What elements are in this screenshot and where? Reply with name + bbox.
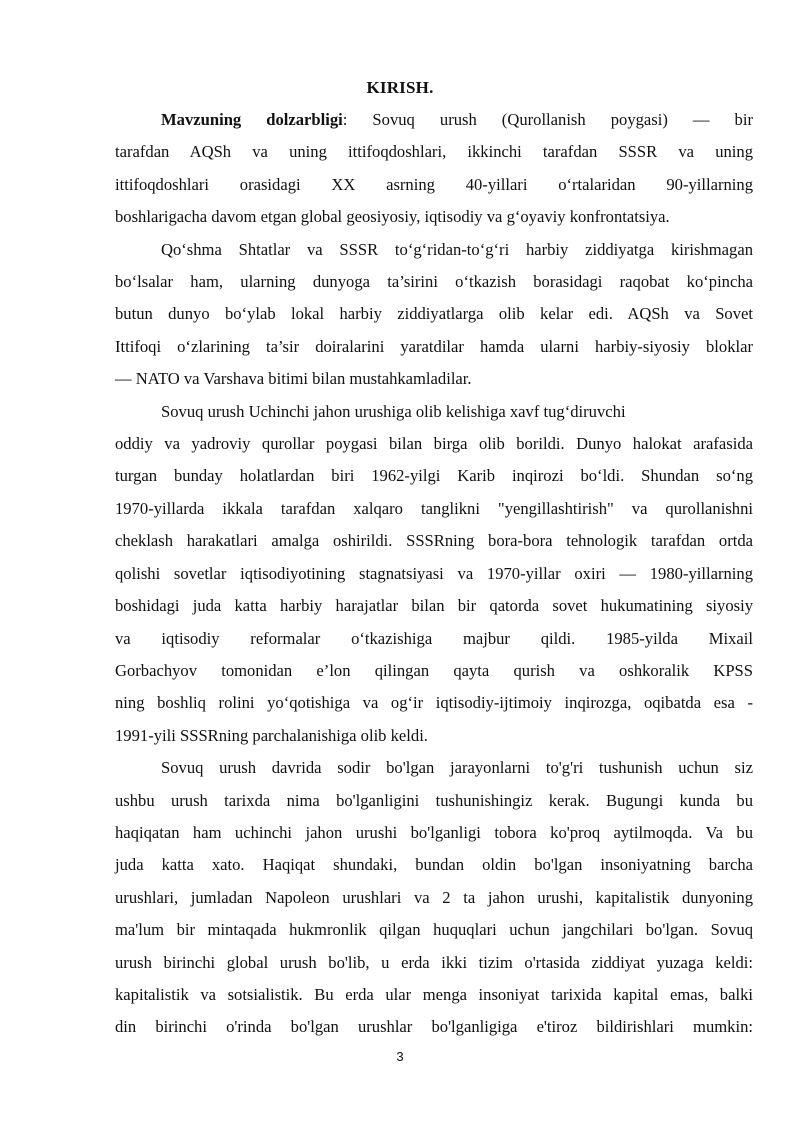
page-title: KIRISH. [366, 78, 434, 97]
document-body [115, 104, 753, 1044]
paragraph-rivalry [115, 234, 753, 396]
paragraph-line: boshlarigacha davom etgan global geosiyosiy, iqtisodiy va g‘oyaviy konfrontatsiya. [115, 207, 670, 227]
paragraph-line: Sovuq urush davrida sodir bo'lgan jarayonlarni to'g'ri tushunish uchun siz [161, 758, 753, 778]
paragraph-line: din birinchi o'rinda bo'lgan urushlar bo'lganligiga e'tiroz bildirishlari mumkin: [115, 1017, 753, 1037]
paragraph-line: tarafdan AQSh va uning ittifoqdoshlari, ikkinchi tarafdan SSSR va uning [115, 142, 753, 162]
paragraph-line: bo‘lsalar ham, ularning dunyoga ta’sirini o‘tkazish borasidagi raqobat ko‘pincha [115, 272, 753, 292]
paragraph-line: ning boshliq rolini yo‘qotishiga va og‘ir iqtisodiy-ijtimoiy inqirozga, oqibatda esa - [115, 693, 753, 713]
paragraph-line: ushbu urush tarixda nima bo'lganligini tushunishingiz kerak. Bugungi kunda bu [115, 790, 753, 810]
paragraph-line: kapitalistik va sotsialistik. Bu erda ular menga insoniyat tarixida kapital emas, balki [115, 984, 753, 1004]
paragraph-line: boshidagi juda katta harbiy harajatlar bilan bir qatorda sovet hukumatining siyosiy [115, 596, 753, 616]
paragraph-line: ma'lum bir mintaqada hukmronlik qilgan huquqlari uchun jangchilari bo'lgan. Sovuq [115, 920, 753, 940]
relevance-lead: Mavzuning dolzarbligi [161, 110, 343, 129]
page-number: 3 [396, 1049, 404, 1064]
paragraph-line: ittifoqdoshlari orasidagi XX asrning 40-yillari o‘rtalaridan 90-yillarning [115, 174, 753, 194]
paragraph-line: Sovuq urush Uchinchi jahon urushiga olib kelishiga xavf tug‘diruvchi [161, 401, 626, 421]
paragraph-line: Gorbachyov tomonidan e’lon qilingan qayta qurish va oshkoralik KPSS [115, 660, 753, 680]
paragraph-line: va iqtisodiy reformalar o‘tkazishiga majbur qildi. 1985-yilda Mixail [115, 628, 753, 648]
paragraph-line: cheklash harakatlari amalga oshirildi. SSSRning bora-bora tehnologik tarafdan ortda [115, 531, 753, 551]
paragraph-line: haqiqatan ham uchinchi jahon urushi bo'lganligi tobora ko'proq aytilmoqda. Va bu [115, 822, 753, 842]
paragraph-line: qolishi sovetlar iqtisodiyotining stagnatsiyasi va 1970-yillar oxiri — 1980-yillarning [115, 563, 753, 583]
paragraph-line [115, 104, 753, 136]
relevance-line-text: : Sovuq urush (Qurollanish poygasi) — bir [342, 110, 753, 129]
paragraph-line: juda katta xato. Haqiqat shundaki, bundan oldin bo'lgan insoniyatning barcha [115, 855, 753, 875]
paragraph-line: turgan bunday holatlardan biri 1962-yilgi Karib inqirozi bo‘ldi. Shundan so‘ng [115, 466, 753, 486]
paragraph-line: urushlari, jumladan Napoleon urushlari va 2 ta jahon urushi, kapitalistik dunyoning [115, 887, 753, 907]
paragraph-line: Ittifoqi o‘zlarining ta’sir doiralarini yaratdilar hamda ularni harbiy-siyosiy bloklar [115, 336, 753, 356]
paragraph-line: — NATO va Varshava bitimi bilan mustahkamladilar. [115, 369, 472, 389]
paragraph-understanding [115, 752, 753, 1044]
paragraph-line: 1991-yili SSSRning parchalanishiga olib keldi. [115, 725, 428, 745]
paragraph-line: oddiy va yadroviy qurollar poygasi bilan birga olib borildi. Dunyo halokat arafasida [115, 434, 753, 454]
paragraph-line: urush birinchi global urush bo'lib, u erda ikki tizim o'rtasida ziddiyat yuzaga keldi: [115, 952, 753, 972]
paragraph-arms-race [115, 396, 753, 752]
paragraph-line: butun dunyo bo‘ylab lokal harbiy ziddiyatlarga olib kelar edi. AQSh va Sovet [115, 304, 753, 324]
paragraph-line: Qo‘shma Shtatlar va SSSR to‘g‘ridan-to‘g‘ri harbiy ziddiyatga kirishmagan [161, 239, 753, 259]
paragraph-line: 1970-yillarda ikkala tarafdan xalqaro tanglikni "yengillashtirish" va qurollanishni [115, 498, 753, 518]
paragraph-relevance [115, 104, 753, 234]
